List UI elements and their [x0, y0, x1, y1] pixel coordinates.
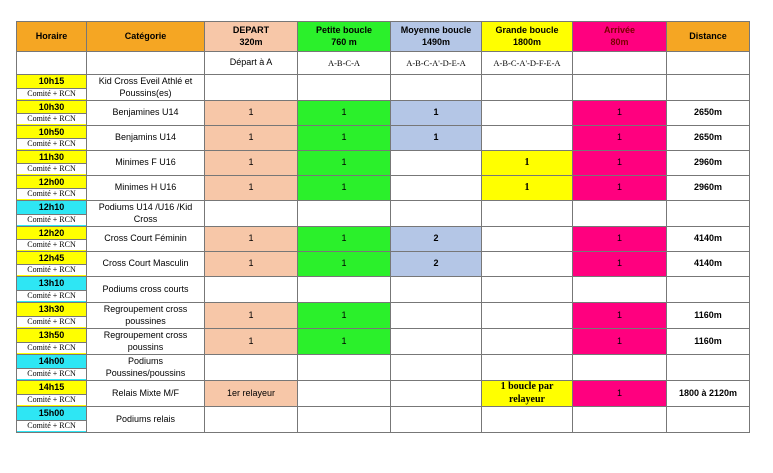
depart-cell: 1 [205, 303, 298, 329]
category-cell: Cross Court Féminin [87, 227, 205, 252]
petite-boucle-cell [298, 277, 391, 303]
petite-boucle-cell [298, 201, 391, 227]
arrivee-cell: 1 [573, 303, 667, 329]
depart-cell: 1 [205, 126, 298, 151]
petite-boucle-cell: 1 [298, 126, 391, 151]
distance-cell [667, 355, 750, 381]
arrivee-cell [573, 407, 667, 433]
grande-boucle-cell [482, 201, 573, 227]
arrivee-cell: 1 [573, 101, 667, 126]
header-categorie: Catégorie [87, 22, 205, 52]
moyenne-boucle-cell: 1 [391, 101, 482, 126]
table-row [17, 101, 750, 126]
arrivee-cell: 1 [573, 227, 667, 252]
schedule-table [16, 21, 750, 433]
moyenne-boucle-cell [391, 303, 482, 329]
depart-cell: 1 [205, 227, 298, 252]
header-depart: DEPART 320m [205, 22, 298, 52]
distance-cell [667, 201, 750, 227]
organizer-label: Comité + RCN [17, 420, 86, 431]
petite-boucle-cell: 1 [298, 252, 391, 277]
depart-cell [205, 201, 298, 227]
depart-cell [205, 355, 298, 381]
time-cell [17, 201, 87, 227]
arrivee-cell [573, 355, 667, 381]
table-row [17, 227, 750, 252]
petite-boucle-cell: 1 [298, 303, 391, 329]
grande-boucle-cell [482, 227, 573, 252]
time-label: 13h10 [38, 278, 65, 289]
moyenne-boucle-cell [391, 381, 482, 407]
moyenne-boucle-cell: 2 [391, 227, 482, 252]
petite-boucle-cell [298, 75, 391, 101]
organizer-label: Comité + RCN [17, 138, 86, 149]
category-cell: Regroupement cross poussines [87, 303, 205, 329]
organizer-label: Comité + RCN [17, 163, 86, 174]
depart-cell: 1er relayeur [205, 381, 298, 407]
organizer-label: Comité + RCN [17, 290, 86, 301]
category-cell: Benjamines U14 [87, 101, 205, 126]
route-depart: Départ à A [205, 52, 298, 75]
organizer-label: Comité + RCN [17, 188, 86, 199]
table-row [17, 126, 750, 151]
depart-cell: 1 [205, 176, 298, 201]
depart-cell: 1 [205, 101, 298, 126]
distance-cell: 1800 à 2120m [667, 381, 750, 407]
moyenne-boucle-cell [391, 201, 482, 227]
time-label: 14h15 [38, 382, 65, 393]
arrivee-cell: 1 [573, 151, 667, 176]
moyenne-boucle-cell [391, 151, 482, 176]
grande-boucle-cell [482, 252, 573, 277]
petite-boucle-cell [298, 407, 391, 433]
distance-cell: 2650m [667, 101, 750, 126]
time-cell [17, 303, 87, 329]
petite-boucle-cell: 1 [298, 101, 391, 126]
route-empty [573, 52, 667, 75]
time-cell [17, 329, 87, 355]
organizer-label: Comité + RCN [17, 368, 86, 379]
petite-boucle-cell [298, 381, 391, 407]
time-cell [17, 151, 87, 176]
grande-boucle-cell [482, 303, 573, 329]
organizer-label: Comité + RCN [17, 88, 86, 99]
route-empty [667, 52, 750, 75]
distance-cell: 2960m [667, 151, 750, 176]
category-cell: Kid Cross Eveil Athlé et Poussins(es) [87, 75, 205, 101]
time-cell [17, 252, 87, 277]
distance-cell [667, 75, 750, 101]
time-cell [17, 101, 87, 126]
arrivee-cell [573, 277, 667, 303]
organizer-label: Comité + RCN [17, 214, 86, 225]
arrivee-cell: 1 [573, 252, 667, 277]
time-label: 12h20 [38, 227, 65, 238]
time-label: 10h50 [38, 126, 65, 137]
table-row [17, 277, 750, 303]
header-grande-boucle: Grande boucle 1800m [482, 22, 573, 52]
depart-cell: 1 [205, 329, 298, 355]
table-row [17, 201, 750, 227]
grande-boucle-cell [482, 407, 573, 433]
grande-boucle-cell [482, 355, 573, 381]
time-cell [17, 126, 87, 151]
category-cell: Podiums U14 /U16 /Kid Cross [87, 201, 205, 227]
header-horaire: Horaire [17, 22, 87, 52]
category-cell: Podiums cross courts [87, 277, 205, 303]
category-cell: Benjamins U14 [87, 126, 205, 151]
distance-cell [667, 277, 750, 303]
distance-cell: 1160m [667, 329, 750, 355]
category-cell: Regroupement cross poussins [87, 329, 205, 355]
grande-boucle-cell [482, 126, 573, 151]
distance-cell: 2960m [667, 176, 750, 201]
time-label: 15h00 [38, 408, 65, 419]
arrivee-cell: 1 [573, 176, 667, 201]
depart-cell: 1 [205, 151, 298, 176]
time-label: 12h10 [38, 202, 65, 213]
distance-cell [667, 407, 750, 433]
distance-cell: 4140m [667, 252, 750, 277]
table-row [17, 381, 750, 407]
grande-boucle-cell [482, 329, 573, 355]
petite-boucle-cell [298, 355, 391, 381]
table-row [17, 252, 750, 277]
header-arrivee: Arrivée 80m [573, 22, 667, 52]
depart-cell [205, 75, 298, 101]
distance-cell: 4140m [667, 227, 750, 252]
header-moyenne-boucle: Moyenne boucle 1490m [391, 22, 482, 52]
moyenne-boucle-cell [391, 176, 482, 201]
category-cell: Cross Court Masculin [87, 252, 205, 277]
time-label: 10h15 [38, 76, 65, 87]
time-label: 11h30 [38, 151, 65, 162]
organizer-label: Comité + RCN [17, 342, 86, 353]
petite-boucle-cell: 1 [298, 176, 391, 201]
grande-boucle-cell: 1 [482, 151, 573, 176]
category-cell: Podiums Poussines/poussins [87, 355, 205, 381]
category-cell: Minimes H U16 [87, 176, 205, 201]
time-label: 14h00 [38, 356, 65, 367]
moyenne-boucle-cell [391, 355, 482, 381]
depart-cell: 1 [205, 252, 298, 277]
time-label: 10h30 [38, 101, 65, 112]
grande-boucle-cell [482, 75, 573, 101]
arrivee-cell: 1 [573, 126, 667, 151]
time-cell [17, 227, 87, 252]
arrivee-cell: 1 [573, 329, 667, 355]
organizer-label: Comité + RCN [17, 239, 86, 250]
table-row [17, 176, 750, 201]
distance-cell: 1160m [667, 303, 750, 329]
time-label: 12h45 [38, 252, 65, 263]
moyenne-boucle-cell: 1 [391, 126, 482, 151]
grande-boucle-cell: 1 [482, 176, 573, 201]
route-petite-boucle: A-B-C-A [298, 52, 391, 75]
route-moyenne-boucle: A-B-C-A'-D-E-A [391, 52, 482, 75]
arrivee-cell [573, 75, 667, 101]
route-empty [87, 52, 205, 75]
arrivee-cell [573, 201, 667, 227]
table-row [17, 303, 750, 329]
organizer-label: Comité + RCN [17, 113, 86, 124]
header-distance: Distance [667, 22, 750, 52]
moyenne-boucle-cell: 2 [391, 252, 482, 277]
organizer-label: Comité + RCN [17, 316, 86, 327]
table-row [17, 355, 750, 381]
table-row [17, 407, 750, 433]
route-grande-boucle: A-B-C-A'-D-F-E-A [482, 52, 573, 75]
time-cell [17, 75, 87, 101]
category-cell: Relais Mixte M/F [87, 381, 205, 407]
route-row [17, 52, 750, 75]
organizer-label: Comité + RCN [17, 394, 86, 405]
route-empty [17, 52, 87, 75]
depart-cell [205, 407, 298, 433]
petite-boucle-cell: 1 [298, 227, 391, 252]
table-row [17, 329, 750, 355]
time-cell [17, 277, 87, 303]
distance-cell: 2650m [667, 126, 750, 151]
time-label: 12h00 [38, 176, 65, 187]
grande-boucle-cell [482, 277, 573, 303]
moyenne-boucle-cell [391, 75, 482, 101]
header-petite-boucle: Petite boucle 760 m [298, 22, 391, 52]
time-label: 13h30 [38, 304, 65, 315]
time-cell [17, 407, 87, 433]
moyenne-boucle-cell [391, 277, 482, 303]
arrivee-cell: 1 [573, 381, 667, 407]
table-row [17, 75, 750, 101]
time-cell [17, 381, 87, 407]
time-cell [17, 176, 87, 201]
time-cell [17, 355, 87, 381]
category-cell: Minimes F U16 [87, 151, 205, 176]
header-row [17, 22, 750, 52]
organizer-label: Comité + RCN [17, 264, 86, 275]
grande-boucle-cell: 1 boucle par relayeur [482, 381, 573, 407]
table-row [17, 151, 750, 176]
moyenne-boucle-cell [391, 329, 482, 355]
petite-boucle-cell: 1 [298, 151, 391, 176]
time-label: 13h50 [38, 330, 65, 341]
depart-cell [205, 277, 298, 303]
category-cell: Podiums relais [87, 407, 205, 433]
moyenne-boucle-cell [391, 407, 482, 433]
grande-boucle-cell [482, 101, 573, 126]
petite-boucle-cell: 1 [298, 329, 391, 355]
